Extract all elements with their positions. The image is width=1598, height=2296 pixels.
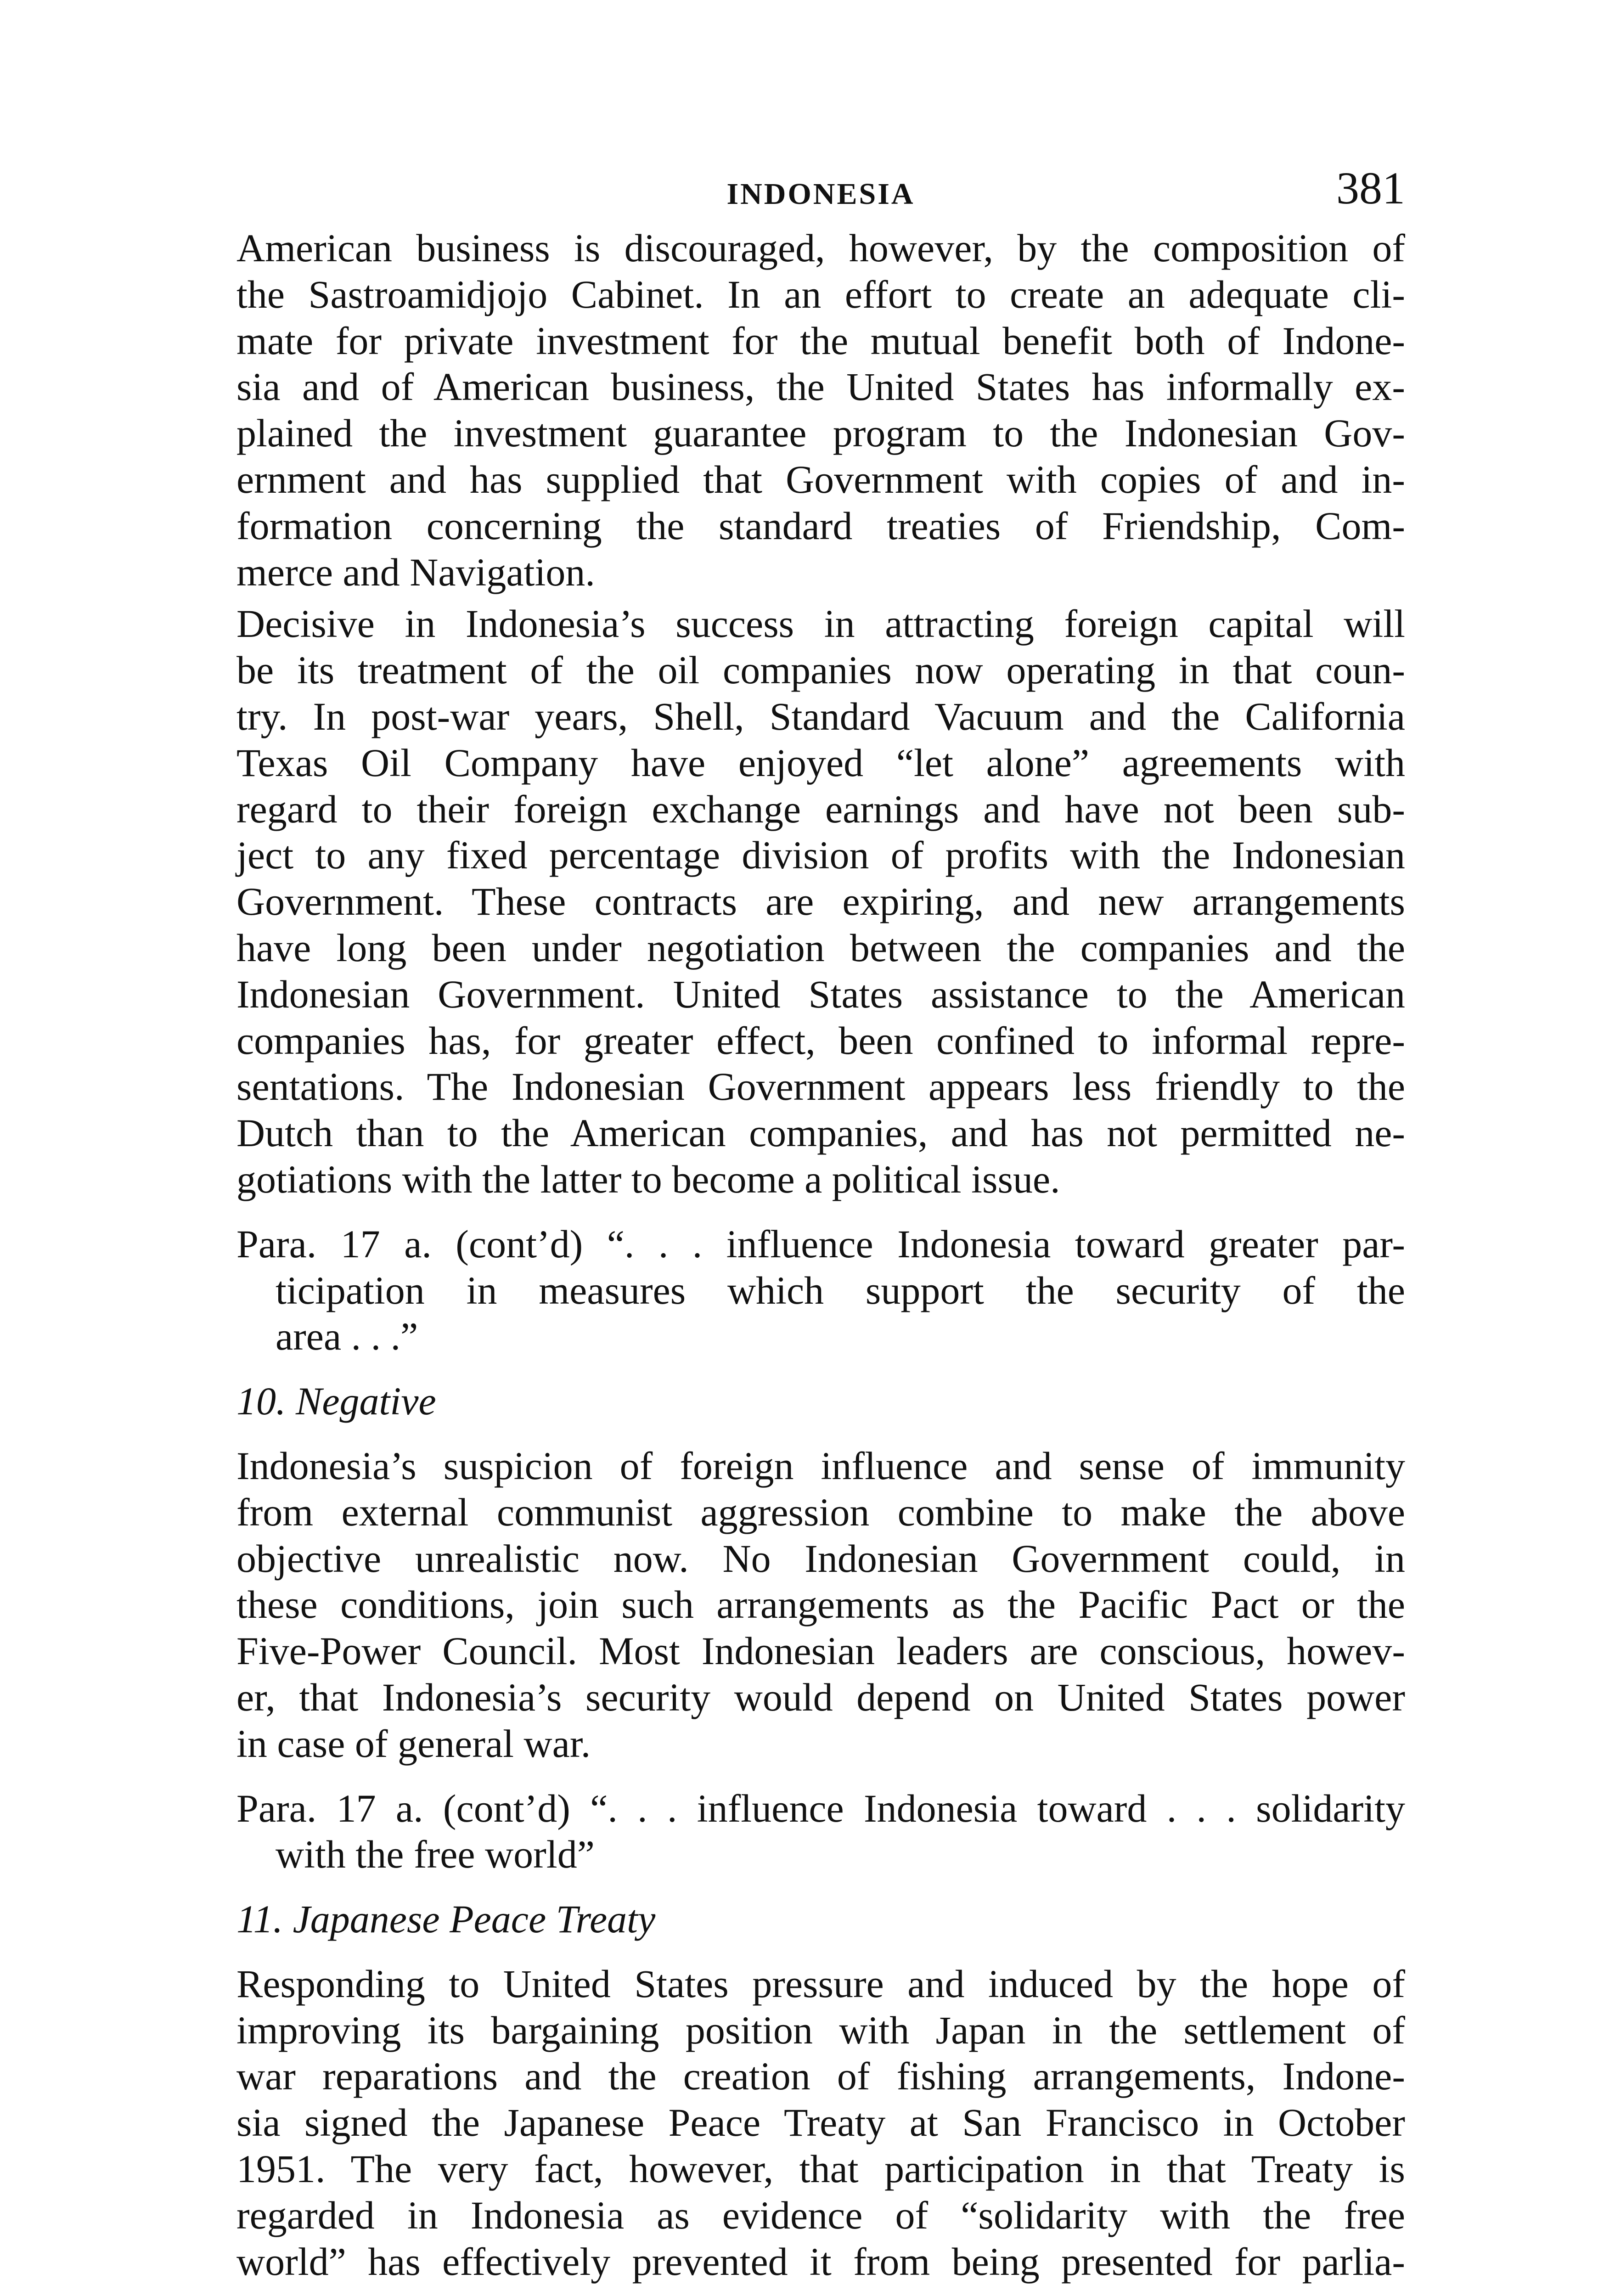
text-line: merce and Navigation. (236, 550, 595, 594)
text-line: Para. 17 a. (cont’d) “. . . influence Indonesia toward . . . solidarity (236, 1786, 1405, 1830)
text-line: Para. 17 a. (cont’d) “. . . influence Indonesia toward greater par- (236, 1221, 1405, 1266)
text-line: try. In post-war years, Shell, Standard Vacuum and the California (236, 694, 1405, 738)
text-line: with the free world” (276, 1832, 595, 1877)
text-line: sia signed the Japanese Peace Treaty at San Francisco in October (236, 2100, 1405, 2145)
text-line: Texas Oil Company have enjoyed “let alone” agreements with (236, 740, 1405, 785)
text-line: in case of general war. (236, 1721, 591, 1766)
text-line: regard to their foreign exchange earnings and have not been sub- (236, 787, 1405, 831)
reference-para-17a-security (236, 1221, 1405, 1360)
text-line: Dutch than to the American companies, and has not permitted ne- (236, 1111, 1405, 1155)
text-line: be its treatment of the oil companies now operating in that coun- (236, 648, 1405, 692)
paragraph-japanese-peace-treaty (236, 1961, 1405, 2285)
text-line: er, that Indonesia’s security would depend on United States power (236, 1675, 1405, 1719)
text-line: ticipation in measures which support the security of the (276, 1268, 1405, 1312)
text-line: sia and of American business, the United States has informally ex- (236, 365, 1405, 409)
text-line: Indonesian Government. United States assistance to the American (236, 972, 1405, 1016)
text-line: from external communist aggression combine to make the above (236, 1490, 1405, 1534)
text-line: mate for private investment for the mutual benefit both of Indone- (236, 318, 1405, 363)
running-title: INDONESIA (726, 177, 915, 211)
text-line: Government. These contracts are expiring, and new arrangements (236, 879, 1405, 924)
page-header (236, 156, 1405, 225)
text-line: formation concerning the standard treaties of Friendship, Com- (236, 503, 1405, 548)
page-number: 381 (1336, 163, 1405, 214)
text-line: companies has, for greater effect, been confined to informal repre- (236, 1018, 1405, 1063)
text-line: the Sastroamidjojo Cabinet. In an effort to create an adequate cli- (236, 272, 1405, 316)
text-line: ject to any fixed percentage division of profits with the Indonesian (236, 833, 1405, 878)
text-line: area . . .” (276, 1314, 418, 1359)
text-line: 1951. The very fact, however, that participation in that Treaty is (236, 2147, 1405, 2191)
text-line: gotiations with the latter to become a political issue. (236, 1157, 1060, 1201)
text-line: have long been under negotiation between the companies and the (236, 925, 1405, 970)
text-line: plained the investment guarantee program to the Indonesian Gov- (236, 411, 1405, 456)
reference-para-17a-solidarity (236, 1785, 1405, 1878)
text-line: improving its bargaining position with Japan in the settlement of (236, 2008, 1405, 2052)
text-line: objective unrealistic now. No Indonesian Government could, in (236, 1536, 1405, 1581)
section-heading-japanese-peace-treaty: 11. Japanese Peace Treaty (236, 1897, 656, 1941)
text-line: Responding to United States pressure and induced by the hope of (236, 1961, 1405, 2006)
text-line: Five-Power Council. Most Indonesian leaders are conscious, howev- (236, 1629, 1405, 1673)
section-heading-negative: 10. Negative (236, 1379, 436, 1424)
document-page (236, 156, 1405, 2285)
paragraph-oil-companies (236, 601, 1405, 1202)
text-line: world” has effectively prevented it from being presented for parlia- (236, 2239, 1405, 2284)
text-line: war reparations and the creation of fishing arrangements, Indone- (236, 2054, 1405, 2099)
text-line: these conditions, join such arrangements as the Pacific Pact or the (236, 1582, 1405, 1627)
text-line: regarded in Indonesia as evidence of “solidarity with the free (236, 2193, 1405, 2237)
paragraph-american-business (236, 225, 1405, 595)
text-line: sentations. The Indonesian Government appears less friendly to the (236, 1064, 1405, 1109)
paragraph-negative (236, 1443, 1405, 1767)
text-line: ernment and has supplied that Government with copies of and in- (236, 457, 1405, 501)
text-line: Indonesia’s suspicion of foreign influence and sense of immunity (236, 1443, 1405, 1488)
text-line: American business is discouraged, however, by the composition of (236, 226, 1405, 270)
text-line: Decisive in Indonesia’s success in attracting foreign capital will (236, 602, 1405, 646)
